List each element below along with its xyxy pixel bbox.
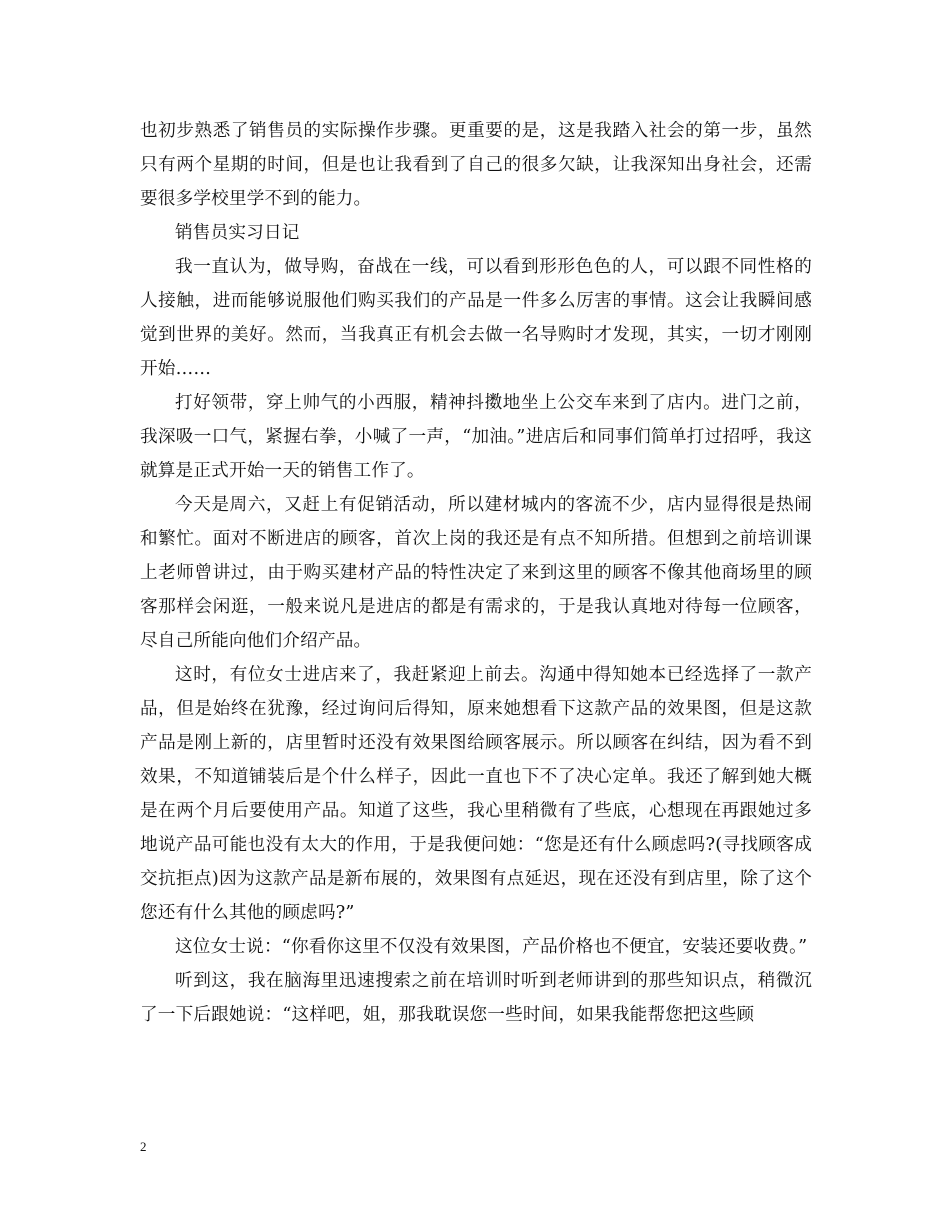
paragraph: 听到这，我在脑海里迅速搜索之前在培训时听到老师讲到的那些知识点，稍微沉了一下后跟她说：“这样吧，姐，那我耽误您一些时间，如果我能帮您把这些顾	[140, 971, 812, 1025]
body-text	[140, 114, 812, 1032]
paragraph: 也初步熟悉了销售员的实际操作步骤。更重要的是，这是我踏入社会的第一步，虽然只有两个星期的时间，但是也让我看到了自己的很多欠缺，让我深知出身社会，还需要很多学校里学不到的能力。	[140, 121, 812, 209]
paragraph: 这位女士说：“你看你这里不仅没有效果图，产品价格也不便宜，安装还要收费。”	[175, 937, 808, 957]
paragraph: 这时，有位女士进店来了，我赶紧迎上前去。沟通中得知她本已经选择了一款产品，但是始终在犹豫，经过询问后得知，原来她想看下这款产品的效果图，但是这款产品是刚上新的，店里暂时还没有效果图给顾客展示。所以顾客在纠结，因为看不到效果，不知道铺装后是个什么样子，因此一直也下不了决心定单。我还了解到她大概是在两个月后要使用产品。知道了这些，我心里稍微有了些底，心想现在再跟她过多地说产品可能也没有太大的作用，于是我便问她：“您是还有什么顾虑吗?(寻找顾客成交抗拒点)因为这款产品是新布展的，效果图有点延迟，现在还没有到店里，除了这个您还有什么其他的顾虑吗?”	[140, 665, 812, 923]
section-heading: 销售员实习日记	[175, 223, 300, 243]
page-number: 2	[140, 1139, 147, 1154]
paragraph: 今天是周六，又赶上有促销活动，所以建材城内的客流不少，店内显得很是热闹和繁忙。面对不断进店的顾客，首次上岗的我还是有点不知所措。但想到之前培训课上老师曾讲过，由于购买建材产品的特性决定了来到这里的顾客不像其他商场里的顾客那样会闲逛，一般来说凡是进店的都是有需求的，于是我认真地对待每一位顾客，尽自己所能向他们介绍产品。	[140, 495, 812, 651]
paragraph: 打好领带，穿上帅气的小西服，精神抖擞地坐上公交车来到了店内。进门之前，我深吸一口气，紧握右拳，小喊了一声，“加油。”进店后和同事们简单打过招呼，我这就算是正式开始一天的销售工作了。	[140, 393, 812, 481]
paragraph: 我一直认为，做导购，奋战在一线，可以看到形形色色的人，可以跟不同性格的人接触，进而能够说服他们购买我们的产品是一件多么厉害的事情。这会让我瞬间感觉到世界的美好。然而，当我真正有机会去做一名导购时才发现，其实，一切才刚刚开始……	[140, 257, 812, 379]
